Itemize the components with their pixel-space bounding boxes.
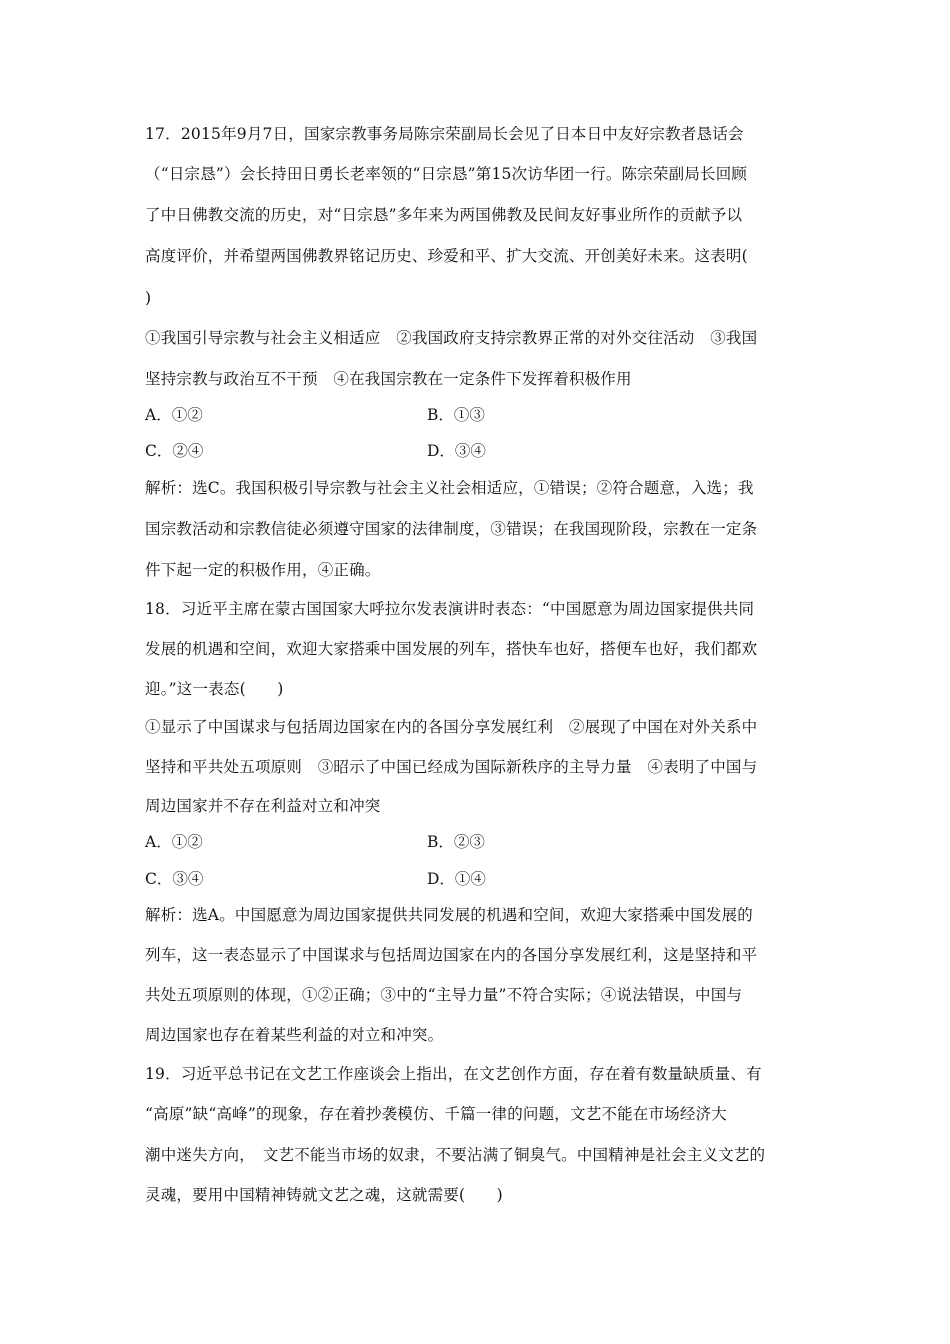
q17-stem-line: ) [145,289,152,307]
q18-analysis-line: 解析：选A。中国愿意为周边国家提供共同发展的机遇和空间，欢迎大家搭乘中国发展的 [145,906,753,924]
q19-stem-line: “高原”缺“高峰”的现象，存在着抄袭模仿、千篇一律的问题，文艺不能在市场经济大 [145,1105,727,1123]
q18-option-c: C．③④ [145,870,204,888]
q17-option-c: C．②④ [145,442,204,460]
q18-stem-line: 迎。”这一表态( ) [145,680,284,698]
q17-stem-line: 17．2015年9月7日，国家宗教事务局陈宗荣副局长会见了日本日中友好宗教者恳话会 [145,125,744,143]
q17-analysis-line: 件下起一定的积极作用，④正确。 [145,561,381,579]
q19-stem-line: 灵魂，要用中国精神铸就文艺之魂，这就需要( ) [145,1186,503,1204]
q19-stem-line: 19．习近平总书记在文艺工作座谈会上指出，在文艺创作方面，存在着有数量缺质量、有 [145,1065,762,1083]
q17-statement-line: ①我国引导宗教与社会主义相适应 ②我国政府支持宗教界正常的对外交往活动 ③我国 [145,329,758,347]
q17-statement-line: 坚持宗教与政治互不干预 ④在我国宗教在一定条件下发挥着积极作用 [145,370,632,388]
q17-option-b: B．①③ [427,406,485,424]
q18-statement-line: ①显示了中国谋求与包括周边国家在内的各国分享发展红利 ②展现了中国在对外关系中 [145,718,758,736]
q17-analysis-line: 解析：选C。我国积极引导宗教与社会主义社会相适应，①错误；②符合题意，入选；我 [145,479,754,497]
q18-stem-line: 发展的机遇和空间，欢迎大家搭乘中国发展的列车，搭快车也好，搭便车也好，我们都欢 [145,640,758,658]
q18-analysis-line: 共处五项原则的体现，①②正确；③中的“主导力量”不符合实际；④说法错误，中国与 [145,986,743,1004]
q18-option-d: D．①④ [427,870,486,888]
q17-option-d: D．③④ [427,442,486,460]
q18-stem-line: 18．习近平主席在蒙古国国家大呼拉尔发表演讲时表态：“中国愿意为周边国家提供共同 [145,600,755,618]
q18-option-a: A．①② [145,833,203,851]
q18-analysis-line: 周边国家也存在着某些利益的对立和冲突。 [145,1026,444,1044]
q19-stem-line: 潮中迷失方向， 文艺不能当市场的奴隶，不要沾满了铜臭气。中国精神是社会主义文艺的 [145,1146,766,1164]
q17-stem-line: （“日宗恳”）会长持田日勇长老率领的“日宗恳”第15次访华团一行。陈宗荣副局长回顾 [145,165,748,183]
q17-stem-line: 了中日佛教交流的历史，对“日宗恳”多年来为两国佛教及民间友好事业所作的贡献予以 [145,206,743,224]
q17-stem-line: 高度评价，并希望两国佛教界铭记历史、珍爱和平、扩大交流、开创美好未来。这表明( [145,247,748,265]
q18-analysis-line: 列车，这一表态显示了中国谋求与包括周边国家在内的各国分享发展红利，这是坚持和平 [145,946,758,964]
q17-option-a: A．①② [145,406,203,424]
q18-statement-line: 坚持和平共处五项原则 ③昭示了中国已经成为国际新秩序的主导力量 ④表明了中国与 [145,758,758,776]
q18-option-b: B．②③ [427,833,485,851]
q18-statement-line: 周边国家并不存在利益对立和冲突 [145,797,381,815]
q17-analysis-line: 国宗教活动和宗教信徒必须遵守国家的法律制度，③错误；在我国现阶段，宗教在一定条 [145,520,758,538]
